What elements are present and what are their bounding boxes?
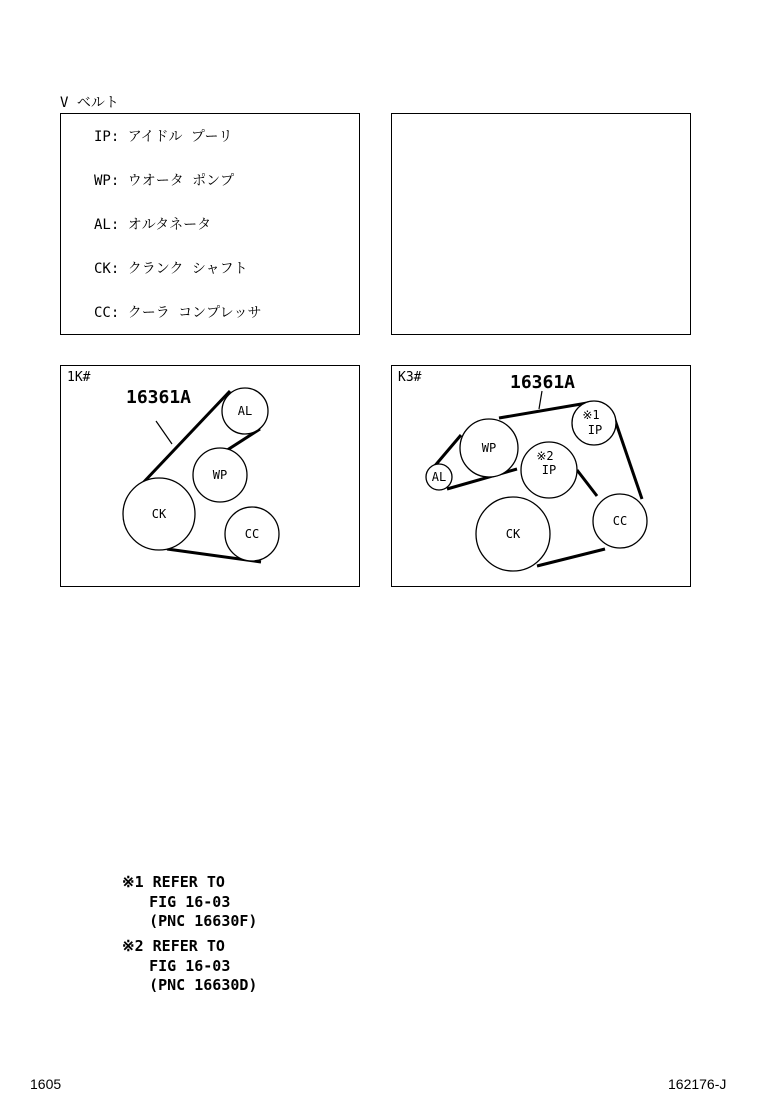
part-number: 16361A — [510, 372, 576, 393]
legend-code: CK — [94, 261, 111, 277]
pulley-label-al: AL — [431, 470, 447, 484]
belt-segment — [537, 549, 605, 566]
pulley-label-wp: WP — [212, 468, 228, 482]
belt-routing-1k — [61, 366, 361, 588]
legend-item-al: AL: オルタネータ — [94, 217, 212, 233]
legend-item-ck: CK: クランク シャフト — [94, 261, 248, 277]
legend-item-wp: WP: ウオータ ポンプ — [94, 173, 235, 189]
leader-line — [539, 391, 542, 409]
legend-name: クランク シャフト — [127, 261, 248, 277]
belt-diagram-k3 — [391, 365, 691, 587]
note-line: REFER TO — [152, 873, 225, 891]
note-line: FIG 16-03 — [149, 892, 231, 911]
note-line: (PNC 16630D) — [149, 976, 258, 994]
belt-diagram-1k — [60, 365, 360, 587]
note-mark: ※2 — [536, 449, 554, 463]
note-1 — [122, 873, 257, 932]
belt-segment — [615, 420, 642, 499]
legend-box — [60, 113, 360, 335]
legend-name: クーラ コンプレッサ — [127, 305, 262, 321]
pulley-label-cc: CC — [612, 514, 628, 528]
note-mark: ※2 — [122, 937, 144, 955]
legend-code: WP — [94, 173, 111, 189]
legend-name: ウオータ ポンプ — [127, 173, 235, 189]
note-line: REFER TO — [152, 937, 225, 955]
note-mark: ※1 — [122, 873, 144, 891]
legend-name: オルタネータ — [127, 217, 212, 233]
legend-item-ip: IP: アイドル プーリ — [94, 129, 233, 145]
note-mark: ※1 — [582, 408, 600, 422]
legend-code: CC — [94, 305, 111, 321]
page-title: V ベルト — [60, 95, 119, 111]
pulley-label-wp: WP — [481, 441, 497, 455]
blank-box — [391, 113, 691, 335]
pulley-label-ck: CK — [151, 507, 167, 521]
belt-segment — [433, 435, 461, 468]
engine-label: K3# — [398, 370, 422, 385]
legend-code: IP — [94, 129, 111, 145]
belt-segment — [577, 470, 597, 496]
leader-line — [156, 421, 172, 444]
note-line: FIG 16-03 — [149, 956, 231, 975]
pulley-label-cc: CC — [244, 527, 260, 541]
footer-figure-id: 162176-J — [668, 1076, 727, 1092]
pulley-label-ck: CK — [505, 527, 521, 541]
pulley-label-al: AL — [237, 404, 253, 418]
footer-page-code: 1605 — [30, 1076, 62, 1092]
pulley-label-ip: IP — [587, 423, 603, 437]
legend-name: アイドル プーリ — [127, 129, 233, 145]
note-line: (PNC 16630F) — [149, 912, 258, 930]
engine-label: 1K# — [67, 370, 91, 385]
legend-code: AL — [94, 217, 111, 233]
part-number: 16361A — [126, 387, 192, 408]
pulley-label-ip: IP — [541, 463, 557, 477]
note-2 — [122, 937, 257, 996]
belt-routing-k3 — [392, 366, 692, 588]
legend-item-cc: CC: クーラ コンプレッサ — [94, 305, 262, 321]
